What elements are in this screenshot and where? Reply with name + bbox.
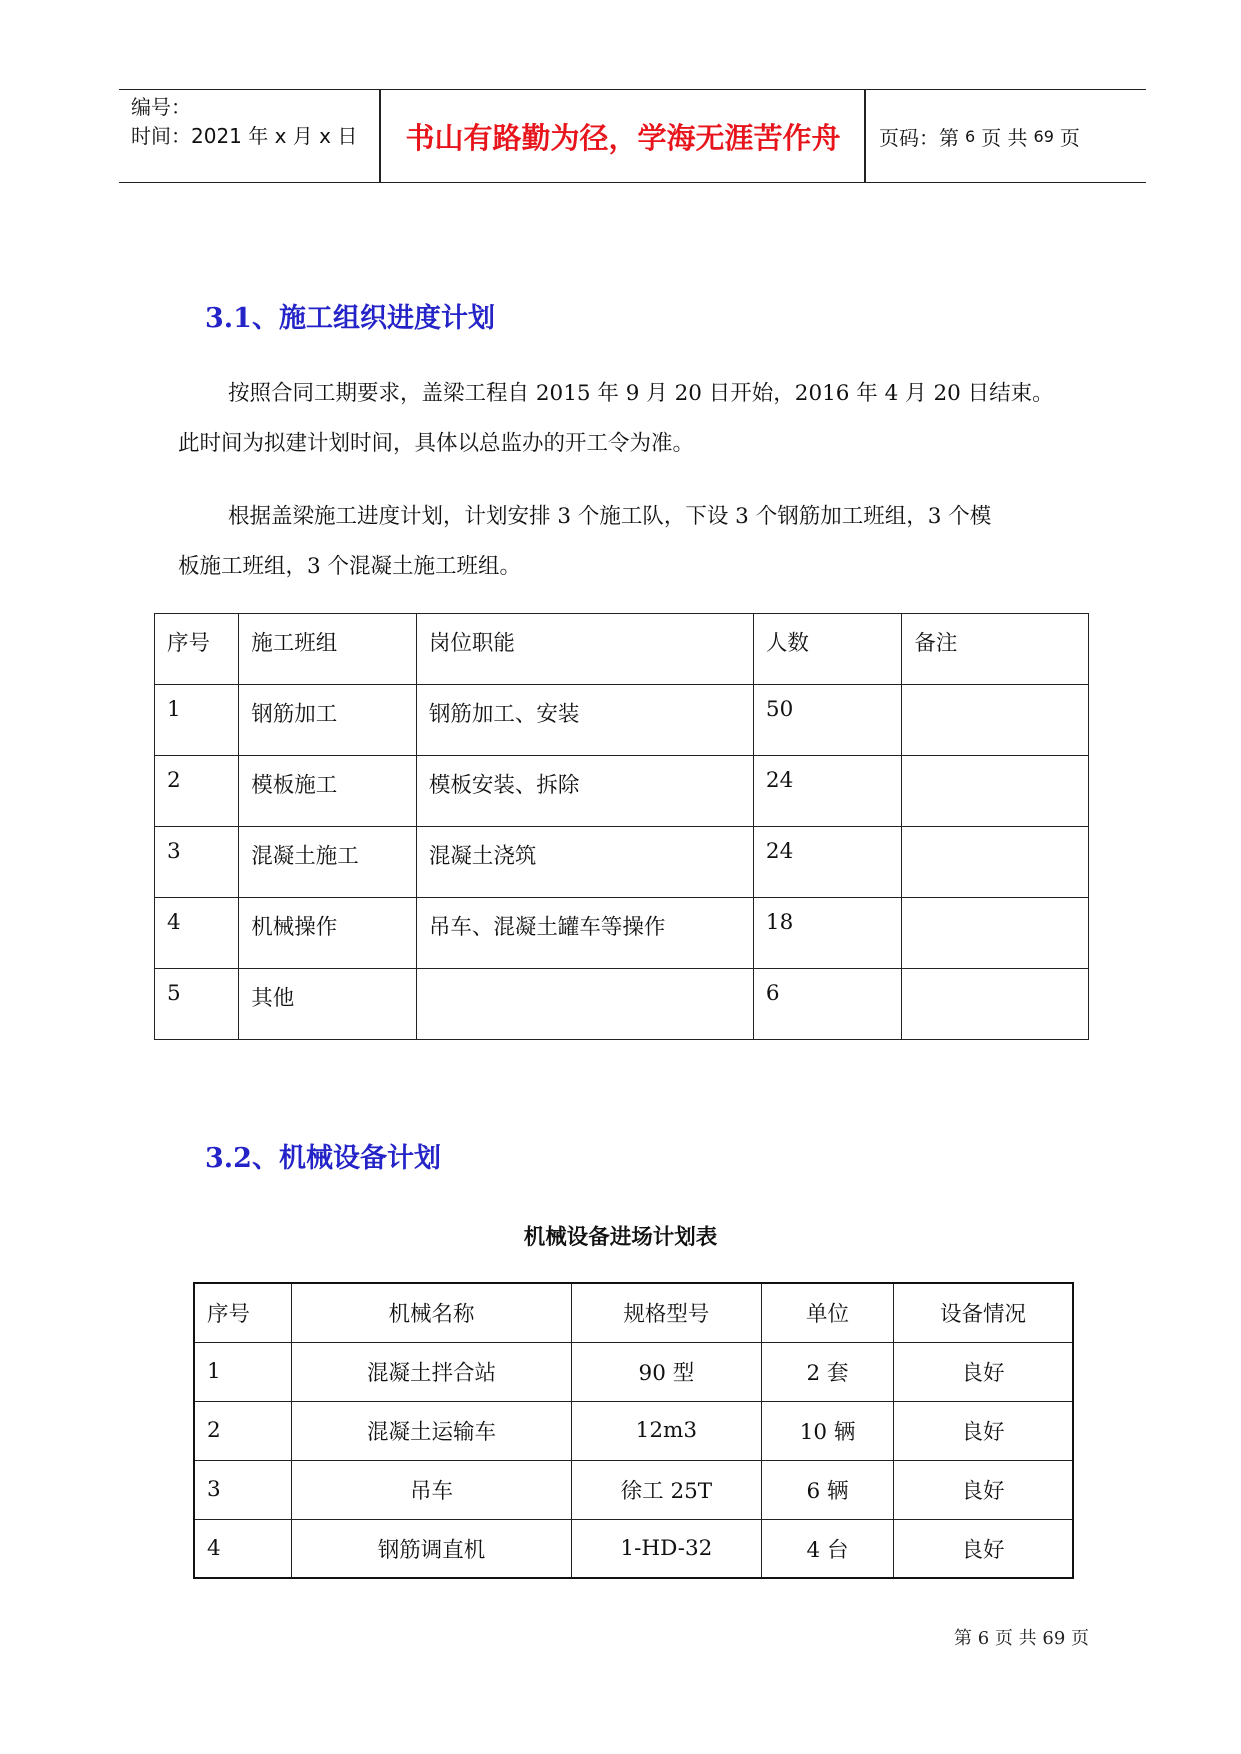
table-cell: 2 <box>194 1401 292 1460</box>
page-suffix: 页 <box>1059 125 1080 150</box>
equipment-table <box>193 1282 1074 1579</box>
table-cell: 模板安装、拆除 <box>416 756 753 827</box>
table-cell: 6 <box>753 969 901 1040</box>
table-header-row <box>194 1283 1073 1342</box>
table-cell: 50 <box>753 685 901 756</box>
table-cell: 混凝土运输车 <box>292 1401 571 1460</box>
table-cell <box>902 685 1089 756</box>
table-row <box>194 1519 1073 1578</box>
paragraph-line: 按照合同工期要求，盖梁工程自 2015 年 9 月 20 日开始，2016 年 4 月 20 日结束。 <box>228 381 1054 406</box>
section-title-3-2: 3.2、机械设备计划 <box>205 1143 441 1174</box>
table-cell: 模板施工 <box>239 756 417 827</box>
table-cell: 5 <box>155 969 239 1040</box>
table-header-cell: 岗位职能 <box>416 614 753 685</box>
table-row <box>155 827 1089 898</box>
table-cell: 吊车、混凝土罐车等操作 <box>416 898 753 969</box>
table-row <box>155 756 1089 827</box>
table-cell: 混凝土施工 <box>239 827 417 898</box>
paragraph-schedule <box>178 369 1090 469</box>
table-row <box>155 898 1089 969</box>
table-cell: 良好 <box>893 1460 1073 1519</box>
table-cell: 良好 <box>893 1401 1073 1460</box>
table-cell: 1 <box>194 1342 292 1401</box>
page-current: 6 <box>965 126 976 146</box>
table-cell: 4 台 <box>762 1519 894 1578</box>
table-header-cell: 设备情况 <box>893 1283 1073 1342</box>
table-cell: 钢筋加工、安装 <box>416 685 753 756</box>
table-row <box>194 1342 1073 1401</box>
table-header-cell: 序号 <box>155 614 239 685</box>
table-cell: 钢筋加工 <box>239 685 417 756</box>
table-cell <box>416 969 753 1040</box>
page-header <box>119 89 1146 183</box>
paragraph-line: 此时间为拟建计划时间，具体以总监办的开工令为准。 <box>178 431 695 456</box>
page-footer: 第 6 页 共 69 页 <box>954 1628 1089 1649</box>
table-cell <box>902 827 1089 898</box>
table-cell: 良好 <box>893 1342 1073 1401</box>
paragraph-teams <box>178 492 1090 592</box>
table-cell: 其他 <box>239 969 417 1040</box>
table-cell: 钢筋调直机 <box>292 1519 571 1578</box>
paragraph-line: 根据盖梁施工进度计划，计划安排 3 个施工队，下设 3 个钢筋加工班组，3 个模 <box>228 504 992 529</box>
table-cell: 10 辆 <box>762 1401 894 1460</box>
table-cell: 2 套 <box>762 1342 894 1401</box>
table-row <box>155 969 1089 1040</box>
table-cell: 24 <box>753 756 901 827</box>
header-meta <box>131 93 357 151</box>
page-mid: 页 共 <box>981 125 1028 150</box>
table-cell: 24 <box>753 827 901 898</box>
table-header-cell: 单位 <box>762 1283 894 1342</box>
header-page-indicator <box>879 90 1080 182</box>
table-header-cell: 机械名称 <box>292 1283 571 1342</box>
table-cell: 4 <box>155 898 239 969</box>
table-cell: 6 辆 <box>762 1460 894 1519</box>
team-table <box>154 613 1089 1040</box>
table-cell: 4 <box>194 1519 292 1578</box>
table-header-cell: 规格型号 <box>571 1283 762 1342</box>
header-motto: 书山有路勤为径，学海无涯苦作舟 <box>405 120 841 155</box>
table-cell: 机械操作 <box>239 898 417 969</box>
table-header-row <box>155 614 1089 685</box>
table-cell: 1 <box>155 685 239 756</box>
table-header-cell: 人数 <box>753 614 901 685</box>
page-prefix: 页码：第 <box>879 125 959 150</box>
table-row <box>155 685 1089 756</box>
table-cell: 3 <box>155 827 239 898</box>
table-cell: 良好 <box>893 1519 1073 1578</box>
table-caption: 机械设备进场计划表 <box>523 1225 718 1250</box>
table-cell: 3 <box>194 1460 292 1519</box>
table-cell: 12m3 <box>571 1401 762 1460</box>
table-header-cell: 施工班组 <box>239 614 417 685</box>
page-total: 69 <box>1033 126 1054 146</box>
table-cell: 混凝土浇筑 <box>416 827 753 898</box>
table-cell: 2 <box>155 756 239 827</box>
table-row <box>194 1401 1073 1460</box>
table-cell <box>902 969 1089 1040</box>
header-number-label: 编号： <box>131 95 191 119</box>
header-time-label: 时间：2021 年 x 月 x 日 <box>131 124 358 148</box>
paragraph-line: 板施工班组，3 个混凝土施工班组。 <box>178 554 522 579</box>
table-cell: 90 型 <box>571 1342 762 1401</box>
table-header-cell: 备注 <box>902 614 1089 685</box>
section-title-3-1: 3.1、施工组织进度计划 <box>205 303 495 334</box>
table-cell <box>902 898 1089 969</box>
table-row <box>194 1460 1073 1519</box>
table-header-cell: 序号 <box>194 1283 292 1342</box>
table-cell: 混凝土拌合站 <box>292 1342 571 1401</box>
table-cell: 吊车 <box>292 1460 571 1519</box>
table-cell: 1-HD-32 <box>571 1519 762 1578</box>
table-cell <box>902 756 1089 827</box>
table-cell: 18 <box>753 898 901 969</box>
table-cell: 徐工 25T <box>571 1460 762 1519</box>
